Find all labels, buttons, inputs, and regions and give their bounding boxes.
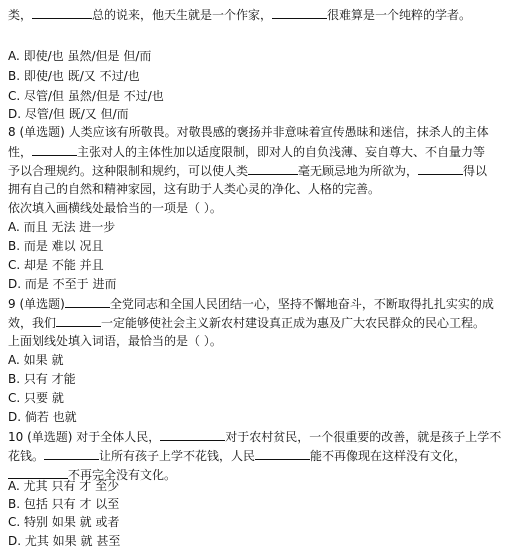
q9-stem-text: 一定能够使社会主义新农村建设真正成为惠及广大农民群众的民心工程。	[101, 316, 486, 330]
q10-stem-line-2	[8, 447, 466, 463]
q8-option-c[interactable]: C. 却是 不能 并且	[8, 258, 104, 272]
q8-stem-text: 性，	[8, 145, 33, 159]
q7-stem-text: 很难算是一个纯粹的学者。	[327, 8, 472, 22]
q8-option-b[interactable]: B. 而是 难以 况且	[8, 239, 104, 253]
q7-option-a[interactable]: A. 即使/也 虽然/但是 但/而	[8, 49, 152, 63]
q7-option-c[interactable]: C. 尽管/但 虽然/但是 不过/也	[8, 89, 164, 103]
q9-option-b[interactable]: B. 只有 才能	[8, 372, 76, 386]
q9-option-a[interactable]: A. 如果 就	[8, 353, 64, 367]
q9-stem-text: 全党同志和全国人民团结一心，坚持不懈地奋斗，不断取得扎扎实实的成	[109, 297, 494, 311]
q8-stem-line-3	[8, 162, 487, 178]
q9-stem-line-1	[8, 295, 494, 311]
q10-stem-text: 能不再像现在这样没有文化，	[310, 449, 467, 463]
q9-stem-text: 效，我们	[8, 316, 57, 330]
q8-prompt: 依次填入画横线处最恰当的一项是（ ）。	[8, 201, 222, 215]
q9-blank-1	[65, 295, 110, 308]
q10-option-a[interactable]: A. 尤其 只有 才 至少	[8, 479, 120, 493]
q10-blank-2	[44, 447, 99, 460]
q10-option-b[interactable]: B. 包括 只有 才 以至	[8, 497, 120, 511]
q7-blank-2	[32, 6, 92, 19]
q10-stem-text: 10 (单选题) 对于全体人民，	[8, 430, 161, 444]
q7-stem-tail	[8, 6, 471, 22]
q8-stem-text: 得以	[463, 164, 488, 178]
q10-stem-text: 花钱。	[8, 449, 45, 463]
q9-blank-2	[56, 314, 101, 327]
q8-stem-text: 主张对人的主体性加以适度限制，即对人的自负浅薄、妄自尊大、不自量力等	[77, 145, 486, 159]
q10-blank-1	[160, 428, 225, 441]
q8-option-a[interactable]: A. 而且 无法 进一步	[8, 220, 116, 234]
q9-option-c[interactable]: C. 只要 就	[8, 391, 64, 405]
q8-stem-line-4: 拥有自己的自然和精神家园，这有助于人类心灵的净化、人格的完善。	[8, 182, 381, 196]
q9-stem-text: 9 (单选题)	[8, 297, 65, 311]
q8-blank-3	[418, 162, 463, 175]
q8-stem-text: 予以合理规约。这种限制和规约，可以使人类	[8, 164, 249, 178]
q10-stem-text: 不再完全没有文化。	[68, 468, 177, 482]
q9-option-d[interactable]: D. 倘若 也就	[8, 410, 77, 424]
q10-blank-3	[255, 447, 310, 460]
q8-blank-2	[248, 162, 298, 175]
q9-stem-line-2	[8, 314, 485, 330]
q9-prompt: 上面划线处填入词语，最恰当的是（ ）。	[8, 334, 222, 348]
q10-stem-text: 对于农村贫民，一个很重要的改善，就是孩子上学不	[225, 430, 502, 444]
q7-blank-3	[272, 6, 327, 19]
q8-option-d[interactable]: D. 而是 不至于 进而	[8, 277, 117, 291]
q10-stem-line-1	[8, 428, 501, 444]
q8-stem-line-2	[8, 143, 485, 159]
q10-stem-text: 让所有孩子上学不花钱，人民	[99, 449, 256, 463]
q8-stem-line-1: 8 (单选题) 人类应该有所敬畏。对敬畏感的褒扬并非意味着宣传愚昧和迷信，抹杀人的主体	[8, 125, 489, 139]
q10-option-d[interactable]: D. 尤其 如果 就 甚至	[8, 534, 121, 548]
q8-stem-text: 毫无顾忌地为所欲为，	[298, 164, 419, 178]
q8-blank-1	[32, 143, 77, 156]
q7-option-b[interactable]: B. 即使/也 既/又 不过/也	[8, 69, 140, 83]
q7-option-d[interactable]: D. 尽管/但 既/又 但/而	[8, 107, 129, 121]
q7-stem-text: 类，	[8, 8, 33, 22]
q10-option-c[interactable]: C. 特别 如果 就 或者	[8, 515, 120, 529]
q7-stem-text: 总的说来，他天生就是一个作家，	[92, 8, 273, 22]
